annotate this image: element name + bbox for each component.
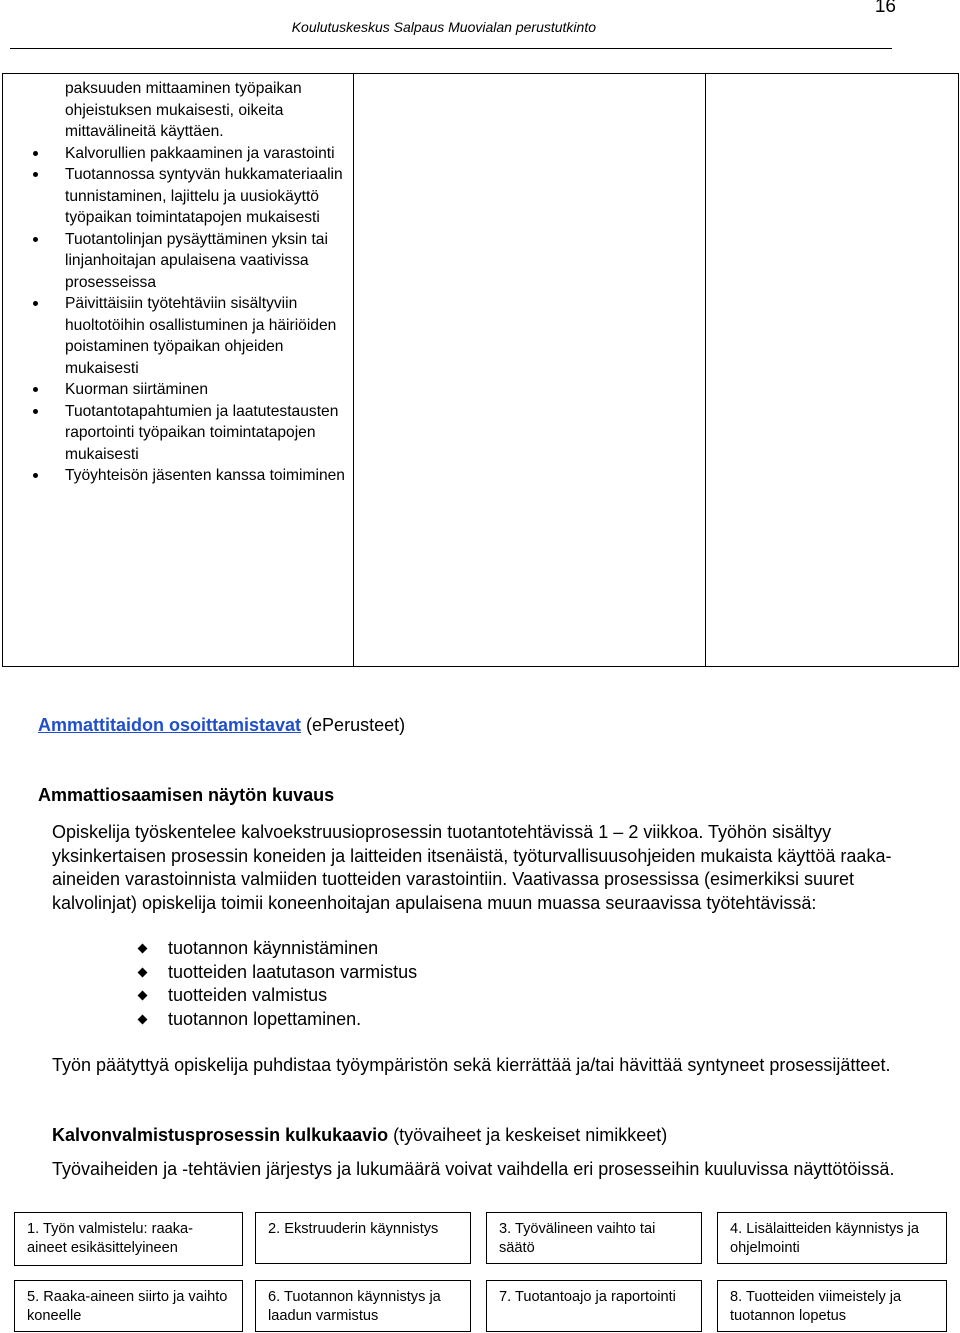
flow-step-box: 4. Lisälaitteiden käynnistys ja ohjelmointi [717,1212,947,1264]
flowchart-intro: Työvaiheiden ja -tehtävien järjestys ja lukumäärä voivat vaihdella eri prosesseihin kuuluvissa näyttötöissä. [52,1159,895,1179]
flow-step-box: 6. Tuotannon käynnistys ja laadun varmistus [255,1280,471,1332]
page-number: 16 [874,0,896,17]
list-item [3,164,353,229]
bullet-icon [33,387,38,392]
criteria-item-text: Tuotantolinjan pysäyttäminen yksin tai linjanhoitajan apulaisena vaativissa prosesseissa [65,230,328,291]
task-text: tuotteiden laatutason varmistus [168,961,418,982]
flow-step-box: 3. Työvälineen vaihto tai säätö [486,1212,702,1264]
link-suffix: (ePerusteet) [301,715,406,735]
criteria-column [3,78,353,487]
criteria-item-text: Tuotantotapahtumien ja laatutestausten raportointi työpaikan toimintatapojen mukaisesti [65,402,339,463]
demo-closing-paragraph: Työn päätyttyä opiskelija puhdistaa työympäristön sekä kierrättää ja/tai hävittää syntyneet prosessijätteet. [52,1055,891,1075]
diamond-bullet-icon [138,944,148,954]
list-item [3,229,353,294]
table-column-divider [705,74,706,666]
list-item [3,379,353,401]
list-item [52,1008,932,1032]
criteria-item-text: Päivittäisiin työtehtäviin sisältyviin huoltotöihin osallistuminen ja häiriöiden poistaminen työpaikan ohjeiden mukaisesti [65,295,337,377]
diamond-bullet-icon [138,967,148,977]
task-text: tuotannon käynnistäminen [168,938,379,958]
bullet-icon [33,301,38,306]
criteria-list [3,143,353,487]
flow-step-box: 1. Työn valmistelu: raaka-aineet esikäsittelyineen [14,1212,243,1266]
section-link-line [38,715,405,736]
bullet-icon [33,409,38,414]
criteria-lead-text: paksuuden mittaaminen työpaikan ohjeistuksen mukaisesti, oikeita mittavälineitä käyttäen. [65,80,302,140]
task-text: tuotannon lopettaminen. [168,1008,362,1029]
flow-step-box: 7. Tuotantoajo ja raportointi [486,1280,702,1332]
bullet-icon [33,237,38,242]
flowchart-heading [52,1124,932,1148]
criteria-item-text: Kalvorullien pakkaaminen ja varastointi [65,144,335,162]
criteria-item-text: Työyhteisön jäsenten kanssa toimiminen [65,467,345,484]
bullet-icon [33,151,38,156]
list-item [52,937,932,961]
flowchart-heading-rest: (työvaiheet ja keskeiset nimikkeet) [388,1125,668,1145]
task-text: tuotteiden valmistus [168,985,328,1005]
demo-paragraph: Opiskelija työskentelee kalvoekstruusioprosessin tuotantotehtävissä 1 – 2 viikkoa. Työhön sisältyy yksinkertaisen prosessin koneiden ja laitteiden itsenäistä, työturvallisuusohjeiden mukaista käyttöä raaka-aineiden varastoinnista valmiiden tuotteiden varastointiin. Vaativassa prosessissa (esimerkiksi suuret kalvolinjat) opiskelija toimii koneenhoitajan apulaisena muun muassa seuraavissa työtehtävissä: [52,822,892,913]
list-item [52,984,932,1008]
task-list [52,937,932,1031]
list-item [3,401,353,466]
list-item [3,465,353,487]
demo-heading: Ammattiosaamisen näytön kuvaus [38,785,335,805]
diamond-bullet-icon [138,991,148,1001]
list-item [3,293,353,379]
flowchart-heading-bold: Kalvonvalmistusprosessin kulkukaavio [52,1125,389,1145]
list-item [3,143,353,165]
criteria-item-text: Tuotannossa syntyvän hukkamateriaalin tunnistaminen, lajittelu ja uusiokäyttö työpaikan toimintatapojen mukaisesti [65,166,343,226]
criteria-item-text: Kuorman siirtäminen [65,381,209,398]
table-column-divider [353,74,354,666]
header-rule [10,48,892,49]
bullet-icon [33,172,38,177]
running-header: Koulutuskeskus Salpaus Muovialan perustutkinto [291,19,596,35]
criteria-table [2,73,959,667]
flow-step-box: 5. Raaka-aineen siirto ja vaihto koneelle [14,1280,243,1332]
list-item [52,961,932,985]
diamond-bullet-icon [138,1014,148,1024]
flow-step-box: 8. Tuotteiden viimeistely ja tuotannon lopetus [717,1280,947,1332]
demonstration-methods-link[interactable]: Ammattitaidon osoittamistavat [38,715,302,735]
bullet-icon [33,473,38,478]
flow-step-box: 2. Ekstruuderin käynnistys [255,1212,471,1264]
